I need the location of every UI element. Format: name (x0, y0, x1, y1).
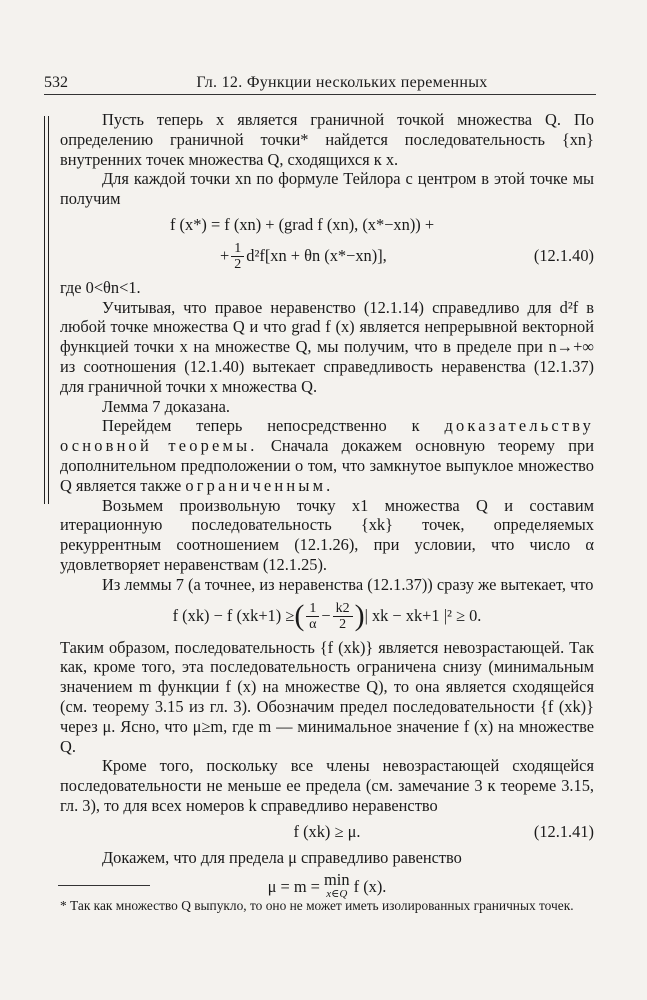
equation-number: (12.1.40) (533, 246, 594, 266)
paragraph-1: Пусть теперь x является граничной точкой множества Q. По определению граничной точки* найдется последовательность {xn} внутренних точек множества Q, сходящихся к x. (60, 110, 594, 169)
paragraph-11: Докажем, что для предела μ справедливо равенство (102, 847, 462, 867)
equation-descent: f (xk) − f (xk+1) ≥ ( $\frac{1}{\alpha}$ − $\frac{k2}{2}$ ) | xk − xk+1 |² ≥ 0. (172, 599, 482, 633)
footnote-rule (58, 885, 150, 886)
running-title: Гл. 12. Функции нескольких переменных (196, 74, 488, 91)
equation-mu-equals-m: μ = m = min x∈Q f (x). (267, 870, 387, 901)
paragraph-8: Из леммы 7 (а точнее, из неравенства (12.1.37)) сразу же вытекает, что (102, 574, 594, 594)
equation-12-1-40-line-1: f (x*) = f (xn) + (grad f (xn), (x*−xn)) + (170, 214, 435, 234)
paragraph-5: Лемма 7 доказана. (102, 396, 230, 416)
paragraph-4: Учитывая, что правое неравенство (12.1.14) справедливо для d²f в любой точке множества Q и что grad f (x) является непрерывной векторной функцией точки x на множестве Q, мы получим, что в пределе при n→+∞ из соотношения (12.1.40) вытекает справедливость неравенства (12.1.37) для граничной точки x множества Q. (60, 297, 594, 396)
paragraph-6: Перейдем теперь непосредственно к доказательству основной теоремы. Сначала докажем основную теорему при дополнительном предположении о том, что замкнутое выпуклое множество Q является также ограниченным. (60, 416, 594, 495)
equation-number: (12.1.41) (533, 821, 594, 841)
equation-12-1-41: f (xk) ≥ μ. (12.1.41) (293, 821, 594, 841)
fraction-one-half: $\frac{1}{2}$ (231, 241, 244, 272)
paragraph-9: Таким образом, последовательность {f (xk)} является невозрастающей. Так как, кроме того, эта последовательность ограничена снизу (минимальным значением m функции f (x) на множестве Q), то она является сходящейся (см. теорему 3.15 из гл. 3). Обозначим предел последовательности {f (xk)} через μ. Ясно, что μ≥m, где m — минимальное значение f (x) на множестве Q. (60, 637, 594, 756)
footnote: * Так как множество Q выпукло, то оно не может иметь изолированных граничных точек. (60, 898, 574, 913)
margin-bar (44, 116, 49, 504)
header-rule (44, 94, 596, 95)
page-header (44, 74, 592, 92)
paragraph-2: Для каждой точки xn по формуле Тейлора с центром в этой точке мы получим (60, 169, 594, 209)
paragraph-7: Возьмем произвольную точку x1 множества Q и составим итерационную последовательность {xk} точек, определяемых рекуррентным соотношением (12.1.26), при условии, что число α удовлетворяет неравенствам (12.1.25). (60, 495, 594, 574)
equation-12-1-40-line-2: + $\frac{1}{2}$ d²f[xn + θn (x*−xn)], (12.1.40) (220, 240, 594, 272)
main-text (60, 110, 594, 907)
page-number: 532 (44, 74, 68, 91)
paragraph-10: Кроме того, поскольку все члены невозрастающей сходящейся последовательности не меньше ее предела (см. замечание 3 к теореме 3.15, гл. 3), то для всех номеров k справедливо неравенство (60, 756, 594, 815)
paragraph-3: где 0<θn<1. (60, 277, 141, 297)
